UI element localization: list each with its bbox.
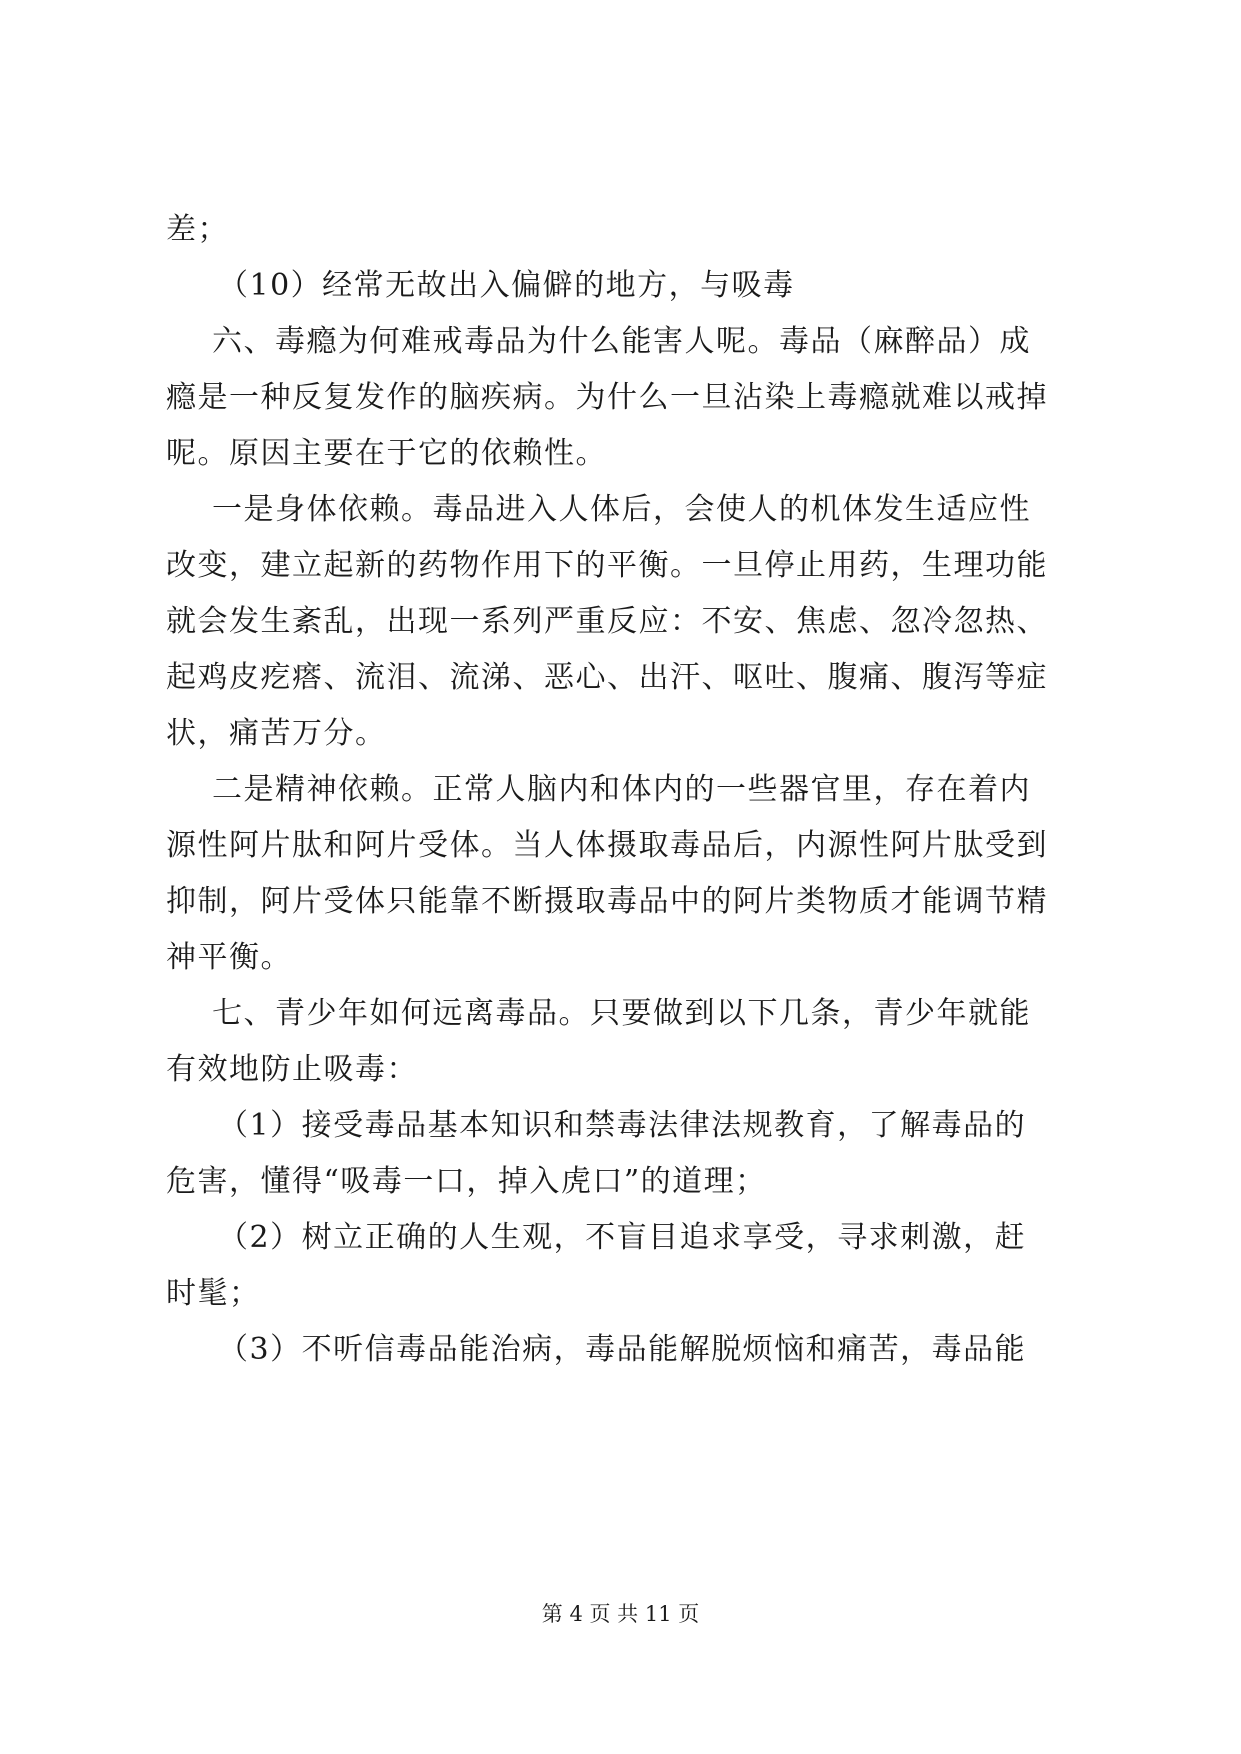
page-number-footer: 第 4 页 共 11 页 [541,1602,700,1626]
text-line: 就会发生紊乱，出现一系列严重反应：不安、焦虑、忽冷忽热、 [166,604,1048,639]
text-line: 呢。原因主要在于它的依赖性。 [166,436,607,471]
text-line: （10）经常无故出入偏僻的地方，与吸毒 [218,268,795,303]
text-line: 抑制，阿片受体只能靠不断摄取毒品中的阿片类物质才能调节精 [166,884,1048,919]
text-line: 一是身体依赖。毒品进入人体后，会使人的机体发生适应性 [212,492,1031,527]
text-line: 状，痛苦万分。 [166,716,387,751]
text-line: 二是精神依赖。正常人脑内和体内的一些器官里，存在着内 [212,772,1031,807]
text-line: 神平衡。 [166,940,292,975]
text-line: 七、青少年如何远离毒品。只要做到以下几条，青少年就能 [212,996,1031,1031]
text-line: （3）不听信毒品能治病，毒品能解脱烦恼和痛苦，毒品能 [218,1332,1027,1367]
text-line: 时髦； [166,1276,261,1311]
text-line: 有效地防止吸毒： [166,1052,418,1087]
text-line: 危害，懂得“吸毒一口，掉入虎口”的道理； [166,1164,767,1199]
text-line: 源性阿片肽和阿片受体。当人体摄取毒品后，内源性阿片肽受到 [166,828,1048,863]
text-line: 改变，建立起新的药物作用下的平衡。一旦停止用药，生理功能 [166,548,1048,583]
text-line: 差； [166,212,229,247]
text-line: （2）树立正确的人生观，不盲目追求享受，寻求刺激，赶 [218,1220,1027,1255]
text-line: 六、毒瘾为何难戒毒品为什么能害人呢。毒品（麻醉品）成 [212,324,1031,359]
text-line: 瘾是一种反复发作的脑疾病。为什么一旦沾染上毒瘾就难以戒掉 [166,380,1048,415]
text-line: （1）接受毒品基本知识和禁毒法律法规教育，了解毒品的 [218,1108,1027,1143]
text-line: 起鸡皮疙瘩、流泪、流涕、恶心、出汗、呕吐、腹痛、腹泻等症 [166,660,1048,695]
